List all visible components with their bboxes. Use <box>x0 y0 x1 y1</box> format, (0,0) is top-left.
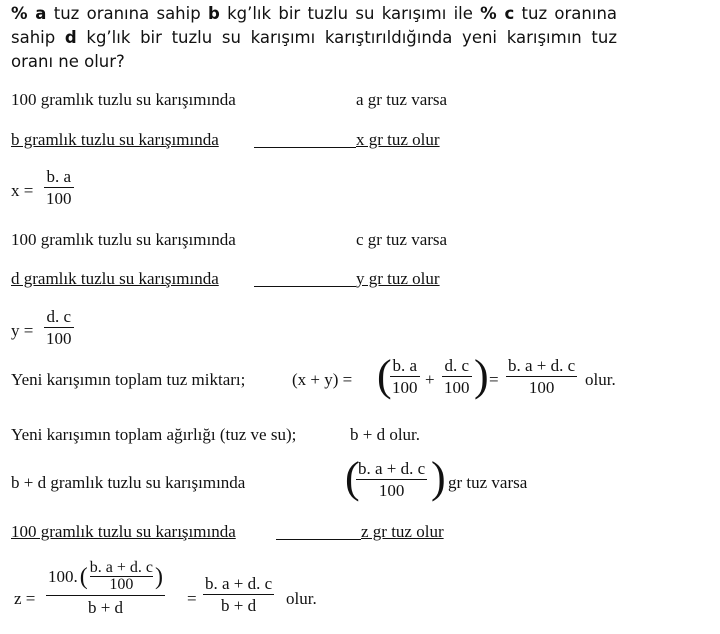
x-fraction <box>44 168 74 207</box>
z-label: z = <box>14 589 36 608</box>
step2-line1-right: c gr tuz varsa <box>356 230 448 249</box>
total-weight-label: Yeni karışımın toplam ağırlığı (tuz ve su); <box>11 425 297 444</box>
inner-fraction-num: b. a + d. c <box>89 559 153 576</box>
salt-fraction-3 <box>506 357 577 396</box>
right-paren: ) <box>474 351 489 400</box>
question-part-3: tuz oranına sahip <box>11 4 618 47</box>
step3-line1-left: b + d gramlık tuzlu su karışımında <box>11 473 246 492</box>
salt-fraction-1 <box>390 357 420 396</box>
z-denominator: b + d <box>87 598 124 617</box>
y-numerator: d. c <box>46 307 72 326</box>
plus-sign: + <box>425 370 435 389</box>
total-salt-label: Yeni karışımın toplam tuz miktarı; <box>11 370 246 389</box>
salt-fraction-1-num: b. a <box>392 356 418 375</box>
salt-fraction-2-num: d. c <box>444 356 470 375</box>
z-final-den: b + d <box>221 596 257 615</box>
z-final-num: b. a + d. c <box>205 574 273 593</box>
weight-d: d <box>64 28 77 47</box>
inner-fraction-den: 100 <box>109 576 134 593</box>
step3-fraction <box>356 460 427 499</box>
left-paren: ( <box>345 453 360 502</box>
step1-line2-left: b gramlık tuzlu su karışımında <box>11 130 219 149</box>
weight-b: b <box>207 4 220 23</box>
question-part-1: tuz oranına sahip <box>46 4 208 23</box>
y-fraction <box>44 308 74 347</box>
question-part-4: kg’lık bir tuzlu su karışımı karıştırıldığında yeni karışımın tuz oranı ne olur? <box>11 28 617 71</box>
question-text <box>11 2 617 74</box>
x-denominator: 100 <box>46 189 72 208</box>
step1-line2-right: x gr tuz olur <box>356 130 440 149</box>
salt-fraction-2-den: 100 <box>444 378 470 397</box>
step1-underline-gap <box>254 147 356 148</box>
step3-fraction-num: b. a + d. c <box>358 459 426 478</box>
step3-line1-right: gr tuz varsa <box>448 473 528 492</box>
question-part-2: kg’lık bir tuzlu su karışımı ile <box>219 4 481 23</box>
salt-fraction-1-den: 100 <box>392 378 418 397</box>
z-numerator <box>46 560 165 595</box>
step3-fraction-den: 100 <box>378 481 405 500</box>
x-numerator: b. a <box>46 167 72 186</box>
right-paren: ) <box>431 453 446 502</box>
inner-left-paren: ( <box>79 563 88 590</box>
step2-line2-left: d gramlık tuzlu su karışımında <box>11 269 219 288</box>
total-weight-value: b + d olur. <box>350 425 421 444</box>
inner-fraction <box>90 560 153 593</box>
step2-line2-right: y gr tuz olur <box>356 269 440 288</box>
step3-line2-right: z gr tuz olur <box>361 522 444 541</box>
step1-line1-right: a gr tuz varsa <box>356 90 448 109</box>
step2-underline-gap <box>254 286 356 287</box>
salt-fraction-3-den: 100 <box>528 378 555 397</box>
y-denominator: 100 <box>46 329 72 348</box>
result-suffix: olur. <box>286 589 317 608</box>
salt-fraction-3-num: b. a + d. c <box>508 356 576 375</box>
equals-sign: = <box>489 370 499 389</box>
left-paren: ( <box>377 351 392 400</box>
percent-a: % a <box>11 4 47 23</box>
z-complex-fraction <box>46 560 165 616</box>
step3-underline-gap <box>276 539 361 540</box>
salt-fraction-2 <box>442 357 472 396</box>
step3-line2-left: 100 gramlık tuzlu su karışımında <box>11 522 236 541</box>
total-salt-suffix: olur. <box>585 370 616 389</box>
y-label: y = <box>11 321 34 340</box>
step1-line1-left: 100 gramlık tuzlu su karışımında <box>11 90 236 109</box>
step2-line1-left: 100 gramlık tuzlu su karışımında <box>11 230 236 249</box>
result-equals-sign: = <box>187 589 197 608</box>
x-label: x = <box>11 181 34 200</box>
z-num-prefix: 100. <box>48 567 78 586</box>
percent-c: % c <box>480 4 515 23</box>
inner-right-paren: ) <box>154 563 163 590</box>
total-salt-expr: (x + y) = <box>292 370 353 389</box>
z-final-fraction <box>203 575 274 614</box>
